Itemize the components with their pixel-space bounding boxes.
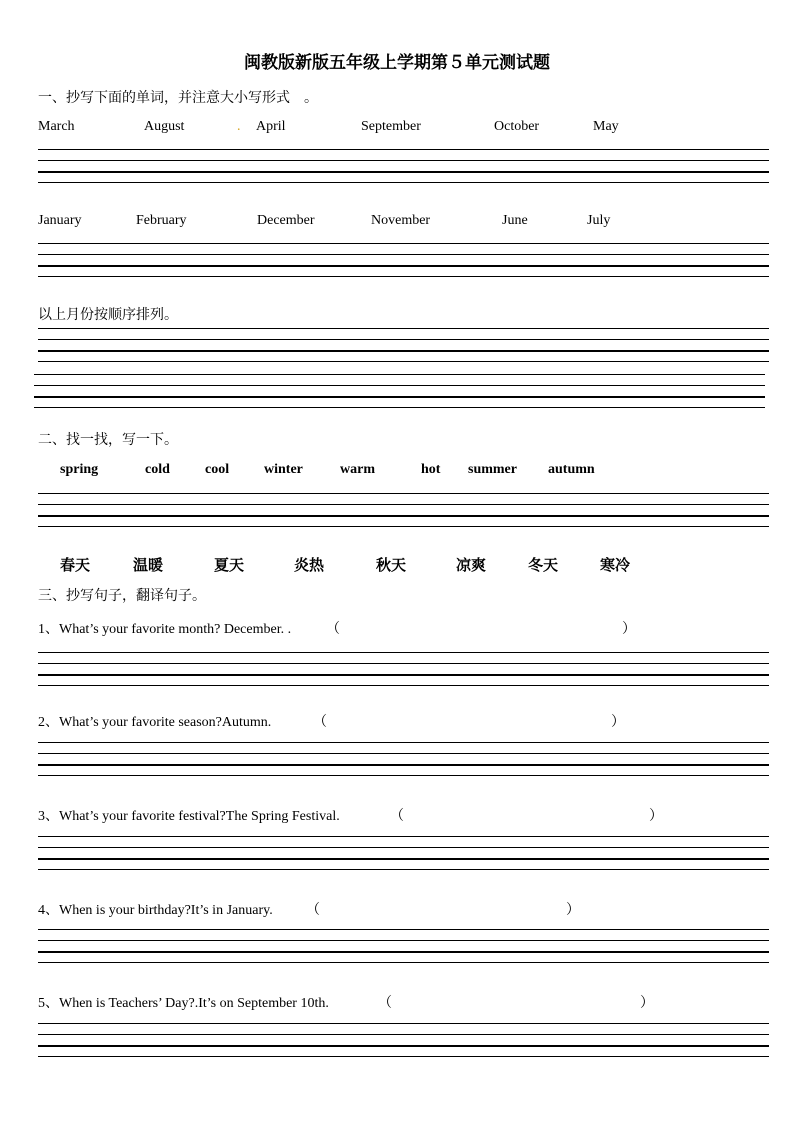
writing-line bbox=[38, 674, 769, 676]
sentence-2: 2、What’s your favorite season?Autumn. bbox=[38, 715, 272, 730]
word-cool: cool bbox=[205, 462, 230, 477]
open-paren: （ bbox=[313, 715, 327, 730]
word-autumn: autumn bbox=[548, 462, 595, 477]
writing-line bbox=[38, 182, 769, 183]
writing-line bbox=[38, 764, 769, 766]
writing-line bbox=[34, 374, 765, 375]
section-2-heading: 二、找一找，写一下。 bbox=[38, 433, 178, 448]
word-october: October bbox=[494, 119, 540, 134]
writing-line bbox=[38, 254, 769, 255]
word-winter: winter bbox=[264, 462, 303, 477]
writing-line bbox=[38, 858, 769, 860]
writing-line bbox=[38, 775, 769, 776]
writing-line bbox=[38, 265, 769, 267]
writing-line bbox=[38, 869, 769, 870]
writing-line bbox=[38, 836, 769, 837]
writing-line bbox=[38, 940, 769, 941]
writing-line bbox=[38, 1023, 769, 1024]
writing-line bbox=[38, 753, 769, 754]
writing-line bbox=[38, 962, 769, 963]
writing-line bbox=[38, 526, 769, 527]
cn-hot: 炎热 bbox=[294, 558, 325, 574]
writing-line bbox=[38, 493, 769, 494]
writing-line bbox=[38, 160, 769, 161]
close-paren: ） bbox=[566, 903, 580, 918]
word-june: June bbox=[502, 213, 528, 228]
cn-summer: 夏天 bbox=[214, 558, 245, 574]
writing-line bbox=[38, 149, 769, 150]
word-august: August bbox=[144, 119, 185, 134]
writing-line bbox=[38, 951, 769, 953]
cn-winter: 冬天 bbox=[528, 558, 559, 574]
writing-line bbox=[38, 847, 769, 848]
open-paren: （ bbox=[378, 996, 392, 1011]
writing-line bbox=[34, 385, 765, 386]
cn-spring: 春天 bbox=[60, 558, 91, 574]
writing-line bbox=[38, 339, 769, 340]
cn-warm: 温暖 bbox=[133, 558, 164, 574]
writing-line bbox=[38, 663, 769, 664]
writing-line bbox=[38, 350, 769, 352]
writing-line bbox=[34, 407, 765, 408]
sentence-5: 5、When is Teachers’ Day?.It’s on September 10th. bbox=[38, 996, 329, 1011]
writing-line bbox=[38, 1045, 769, 1047]
cn-cool: 凉爽 bbox=[456, 558, 487, 574]
writing-line bbox=[38, 171, 769, 173]
writing-line bbox=[38, 361, 769, 362]
section-1-heading: 一、抄写下面的单词，并注意大小写形式 。 bbox=[38, 91, 318, 106]
writing-line bbox=[38, 504, 769, 505]
writing-line bbox=[38, 276, 769, 277]
word-february: February bbox=[136, 213, 187, 228]
word-warm: warm bbox=[340, 462, 375, 477]
sentence-4: 4、When is your birthday?It’s in January. bbox=[38, 903, 273, 918]
writing-line bbox=[38, 929, 769, 930]
close-paren: ） bbox=[640, 996, 654, 1011]
close-paren: ） bbox=[649, 809, 663, 824]
stray-dot: . bbox=[237, 119, 241, 134]
word-may: May bbox=[593, 119, 619, 134]
writing-line bbox=[38, 515, 769, 517]
open-paren: （ bbox=[390, 809, 404, 824]
close-paren: ） bbox=[622, 622, 636, 637]
writing-line bbox=[38, 1056, 769, 1057]
writing-line bbox=[38, 1034, 769, 1035]
word-july: July bbox=[587, 213, 611, 228]
sentence-1: 1、What’s your favorite month? December. . bbox=[38, 622, 292, 637]
writing-line bbox=[38, 742, 769, 743]
word-spring: spring bbox=[60, 462, 99, 477]
close-paren: ） bbox=[611, 715, 625, 730]
word-cold: cold bbox=[145, 462, 170, 477]
writing-line bbox=[38, 685, 769, 686]
sentence-3: 3、What’s your favorite festival?The Spring Festival. bbox=[38, 809, 340, 824]
word-summer: summer bbox=[468, 462, 517, 477]
order-prompt: 以上月份按顺序排列。 bbox=[38, 308, 178, 323]
word-march: March bbox=[38, 119, 75, 134]
writing-line bbox=[38, 243, 769, 244]
word-hot: hot bbox=[421, 462, 441, 477]
page-title: 闽教版新版五年级上学期第５单元测试题 bbox=[244, 53, 550, 72]
cn-cold: 寒冷 bbox=[600, 558, 631, 574]
open-paren: （ bbox=[326, 622, 340, 637]
word-december: December bbox=[257, 213, 315, 228]
open-paren: （ bbox=[306, 903, 320, 918]
cn-autumn: 秋天 bbox=[376, 558, 407, 574]
section-3-heading: 三、抄写句子，翻译句子。 bbox=[38, 589, 206, 604]
word-january: January bbox=[38, 213, 82, 228]
word-september: September bbox=[361, 119, 421, 134]
writing-line bbox=[34, 396, 765, 398]
writing-line bbox=[38, 328, 769, 329]
writing-line bbox=[38, 652, 769, 653]
word-november: November bbox=[371, 213, 431, 228]
word-april: April bbox=[256, 119, 286, 134]
